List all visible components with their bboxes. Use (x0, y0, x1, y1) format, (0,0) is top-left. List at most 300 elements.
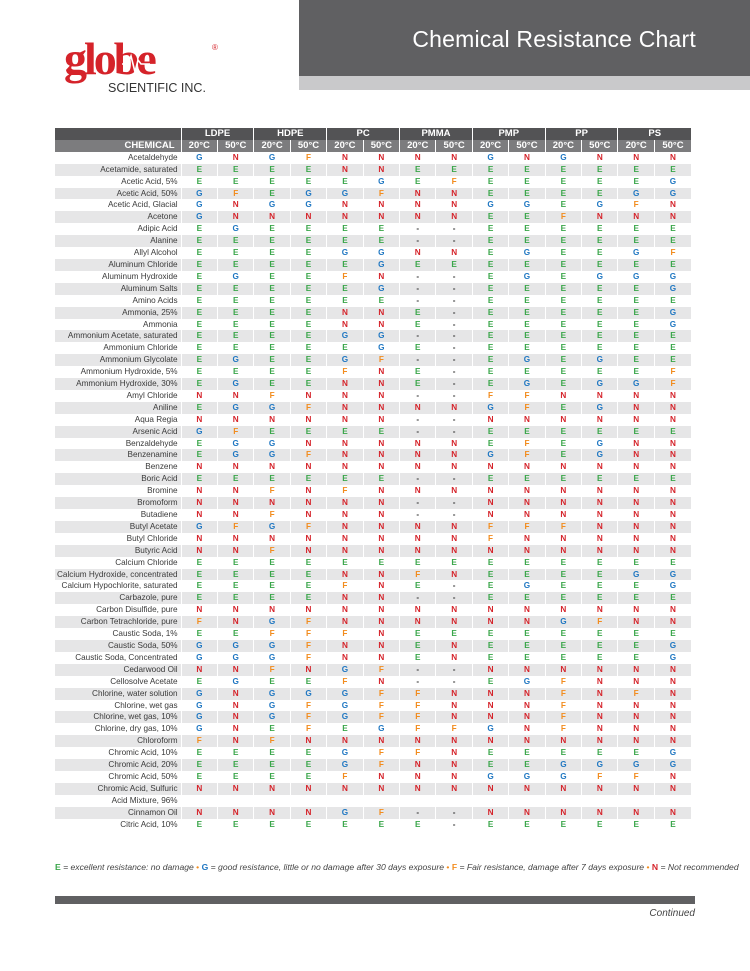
resistance-rating: E (582, 164, 618, 176)
resistance-rating: F (618, 199, 654, 211)
resistance-rating: E (618, 176, 654, 188)
resistance-rating: N (181, 461, 217, 473)
resistance-rating: E (472, 342, 508, 354)
resistance-rating: - (436, 271, 472, 283)
chemical-name: Carbon Tetrachloride, pure (55, 616, 181, 628)
resistance-rating: F (545, 688, 581, 700)
resistance-rating: E (545, 235, 581, 247)
resistance-rating: E (290, 307, 326, 319)
resistance-rating: F (400, 569, 436, 581)
resistance-rating: G (254, 688, 290, 700)
resistance-rating: E (290, 592, 326, 604)
resistance-rating (254, 795, 290, 807)
resistance-rating: N (363, 378, 399, 390)
table-row (55, 795, 691, 807)
table-row (55, 807, 691, 819)
legend-text-excellent: = excellent resistance: no damage (60, 862, 194, 872)
chemical-name: Chlorine, water solution (55, 688, 181, 700)
resistance-rating: G (327, 759, 363, 771)
resistance-rating: N (436, 759, 472, 771)
chemical-name: Acid Mixture, 96% (55, 795, 181, 807)
resistance-rating: N (618, 414, 654, 426)
table-row (55, 188, 691, 200)
resistance-rating: E (400, 164, 436, 176)
resistance-rating: N (327, 319, 363, 331)
resistance-rating: N (472, 461, 508, 473)
resistance-rating: N (327, 307, 363, 319)
resistance-rating: N (363, 152, 399, 164)
resistance-rating: E (400, 319, 436, 331)
registered-mark: ® (212, 43, 218, 52)
resistance-rating: N (363, 616, 399, 628)
resistance-rating: F (327, 366, 363, 378)
resistance-rating: E (181, 473, 217, 485)
resistance-rating: N (181, 533, 217, 545)
table-row (55, 438, 691, 450)
resistance-rating: N (436, 485, 472, 497)
legend-key-excellent: E (55, 862, 61, 872)
resistance-rating: N (181, 545, 217, 557)
resistance-rating: N (582, 604, 618, 616)
resistance-rating: F (327, 676, 363, 688)
resistance-rating: G (654, 307, 691, 319)
resistance-rating: G (363, 176, 399, 188)
resistance-rating: - (436, 497, 472, 509)
resistance-rating: N (181, 509, 217, 521)
resistance-rating: N (218, 545, 254, 557)
resistance-rating: E (509, 557, 545, 569)
resistance-rating: E (218, 164, 254, 176)
table-row (55, 521, 691, 533)
table-row (55, 247, 691, 259)
temperature-header: 20°C (618, 140, 654, 152)
resistance-rating: - (436, 378, 472, 390)
chemical-name: Butyl Acetate (55, 521, 181, 533)
resistance-rating: N (618, 390, 654, 402)
resistance-rating: - (400, 414, 436, 426)
table-row (55, 176, 691, 188)
resistance-rating: N (218, 461, 254, 473)
resistance-rating: G (618, 569, 654, 581)
resistance-rating: N (472, 783, 508, 795)
resistance-rating: N (363, 199, 399, 211)
resistance-rating: E (509, 188, 545, 200)
resistance-rating: N (400, 545, 436, 557)
resistance-rating: N (654, 664, 691, 676)
resistance-rating: E (545, 259, 581, 271)
resistance-rating (509, 795, 545, 807)
resistance-rating: N (327, 569, 363, 581)
resistance-rating: N (400, 735, 436, 747)
chemical-name: Ammonium Acetate, saturated (55, 330, 181, 342)
resistance-rating: E (327, 342, 363, 354)
resistance-rating: E (472, 188, 508, 200)
resistance-rating: E (327, 819, 363, 831)
table-row (55, 640, 691, 652)
resistance-rating: F (290, 152, 326, 164)
resistance-rating: E (509, 569, 545, 581)
chemical-name: Carbazole, pure (55, 592, 181, 604)
resistance-rating: E (218, 580, 254, 592)
resistance-rating: N (545, 414, 581, 426)
material-header-hdpe: HDPE (254, 128, 327, 140)
resistance-rating: - (436, 354, 472, 366)
resistance-rating: N (327, 521, 363, 533)
resistance-rating: - (400, 223, 436, 235)
resistance-rating: N (327, 592, 363, 604)
resistance-rating: N (327, 497, 363, 509)
table-row (55, 533, 691, 545)
legend-key-not-recommended: N (651, 862, 659, 872)
resistance-rating: N (327, 640, 363, 652)
resistance-rating: E (218, 557, 254, 569)
resistance-rating: E (545, 247, 581, 259)
resistance-rating: N (218, 664, 254, 676)
resistance-rating: G (472, 199, 508, 211)
resistance-rating (400, 795, 436, 807)
chemical-name: Citric Acid, 10% (55, 819, 181, 831)
resistance-rating: E (618, 235, 654, 247)
chemical-name: Bromine (55, 485, 181, 497)
resistance-rating: N (327, 509, 363, 521)
table-row (55, 354, 691, 366)
chemical-name: Cinnamon Oil (55, 807, 181, 819)
resistance-rating: N (254, 533, 290, 545)
resistance-rating: N (509, 485, 545, 497)
resistance-rating: N (582, 545, 618, 557)
table-row (55, 390, 691, 402)
resistance-rating: N (545, 545, 581, 557)
material-header-pmma: PMMA (400, 128, 473, 140)
resistance-rating: E (290, 759, 326, 771)
resistance-rating: N (509, 783, 545, 795)
table-row (55, 271, 691, 283)
resistance-rating: N (436, 700, 472, 712)
resistance-rating: N (218, 152, 254, 164)
resistance-rating: E (363, 557, 399, 569)
resistance-rating: E (254, 676, 290, 688)
resistance-rating: E (218, 259, 254, 271)
resistance-rating: N (290, 390, 326, 402)
resistance-rating: E (509, 652, 545, 664)
resistance-rating: E (509, 164, 545, 176)
chemical-name: Calcium Hypochlorite, saturated (55, 580, 181, 592)
resistance-rating: N (290, 211, 326, 223)
resistance-rating: N (436, 688, 472, 700)
resistance-rating: G (363, 330, 399, 342)
temperature-header: 50°C (582, 140, 618, 152)
resistance-rating: N (327, 152, 363, 164)
resistance-rating: N (400, 485, 436, 497)
material-header-ldpe: LDPE (181, 128, 254, 140)
resistance-rating: F (436, 723, 472, 735)
resistance-rating: N (654, 414, 691, 426)
resistance-rating: E (654, 557, 691, 569)
resistance-rating: N (654, 438, 691, 450)
resistance-rating: N (618, 700, 654, 712)
resistance-rating: N (582, 711, 618, 723)
resistance-rating: E (181, 759, 217, 771)
resistance-rating: E (254, 354, 290, 366)
resistance-rating: E (472, 176, 508, 188)
resistance-rating: N (582, 509, 618, 521)
resistance-rating: N (254, 807, 290, 819)
resistance-rating: E (582, 176, 618, 188)
resistance-rating: F (290, 652, 326, 664)
resistance-rating: G (618, 271, 654, 283)
table-row (55, 211, 691, 223)
resistance-rating: E (582, 652, 618, 664)
resistance-rating: F (218, 521, 254, 533)
table-row (55, 319, 691, 331)
resistance-rating: E (654, 330, 691, 342)
resistance-rating: N (218, 616, 254, 628)
resistance-rating: E (654, 354, 691, 366)
resistance-rating: E (582, 342, 618, 354)
resistance-rating: N (654, 402, 691, 414)
resistance-rating: E (363, 223, 399, 235)
chemical-name: Benzenamine (55, 449, 181, 461)
resistance-rating: N (545, 783, 581, 795)
resistance-rating: E (472, 438, 508, 450)
resistance-rating: G (254, 640, 290, 652)
resistance-rating: E (254, 247, 290, 259)
resistance-rating: N (363, 485, 399, 497)
resistance-rating: E (218, 295, 254, 307)
resistance-rating: N (472, 604, 508, 616)
resistance-rating: F (545, 700, 581, 712)
resistance-rating: E (618, 330, 654, 342)
resistance-rating: G (254, 152, 290, 164)
resistance-rating: E (472, 211, 508, 223)
chemical-name: Acetic Acid, 5% (55, 176, 181, 188)
resistance-rating: G (181, 711, 217, 723)
resistance-rating: E (181, 592, 217, 604)
resistance-rating: N (181, 604, 217, 616)
table-row (55, 152, 691, 164)
temperature-header: 50°C (509, 140, 545, 152)
resistance-rating: N (327, 164, 363, 176)
resistance-rating: E (400, 819, 436, 831)
resistance-rating: E (509, 747, 545, 759)
resistance-rating: N (654, 807, 691, 819)
resistance-rating: E (254, 235, 290, 247)
resistance-rating: E (290, 473, 326, 485)
resistance-rating: N (654, 199, 691, 211)
resistance-rating: E (472, 426, 508, 438)
resistance-rating: G (181, 652, 217, 664)
resistance-rating: N (400, 152, 436, 164)
table-row (55, 688, 691, 700)
resistance-rating: E (218, 235, 254, 247)
resistance-rating: E (254, 473, 290, 485)
resistance-rating: - (436, 592, 472, 604)
resistance-rating: E (472, 640, 508, 652)
resistance-rating: N (254, 211, 290, 223)
resistance-rating: G (254, 438, 290, 450)
resistance-rating: E (254, 771, 290, 783)
resistance-rating: G (618, 378, 654, 390)
resistance-rating: N (582, 533, 618, 545)
resistance-rating: N (290, 461, 326, 473)
resistance-rating: E (218, 747, 254, 759)
resistance-rating: N (509, 616, 545, 628)
resistance-rating: E (472, 557, 508, 569)
resistance-rating: N (509, 461, 545, 473)
resistance-rating: G (582, 402, 618, 414)
table-body (55, 152, 691, 831)
resistance-rating: G (472, 449, 508, 461)
resistance-rating: G (254, 711, 290, 723)
resistance-rating: N (582, 521, 618, 533)
resistance-rating: G (654, 759, 691, 771)
resistance-rating: E (254, 319, 290, 331)
resistance-rating: N (181, 807, 217, 819)
resistance-rating: F (290, 723, 326, 735)
resistance-rating: N (618, 521, 654, 533)
temperature-header-row (55, 140, 691, 152)
legend-text-fair: = Fair resistance, damage after 7 days exposure (457, 862, 645, 872)
resistance-rating: E (218, 592, 254, 604)
resistance-rating: E (509, 259, 545, 271)
resistance-rating: N (654, 771, 691, 783)
resistance-rating: N (582, 700, 618, 712)
resistance-rating: - (400, 235, 436, 247)
resistance-rating: N (509, 711, 545, 723)
resistance-rating: E (290, 426, 326, 438)
resistance-rating: N (218, 509, 254, 521)
footer-bar (55, 896, 695, 904)
resistance-rating: N (363, 211, 399, 223)
resistance-rating: E (545, 283, 581, 295)
resistance-rating: E (545, 176, 581, 188)
resistance-rating: E (472, 819, 508, 831)
resistance-rating: E (472, 747, 508, 759)
resistance-rating: N (400, 521, 436, 533)
resistance-rating: E (254, 283, 290, 295)
legend-separator: • (644, 862, 652, 872)
resistance-rating: G (618, 247, 654, 259)
resistance-rating: E (618, 747, 654, 759)
table-row (55, 628, 691, 640)
resistance-rating: F (363, 747, 399, 759)
resistance-rating: E (254, 592, 290, 604)
resistance-rating: - (436, 307, 472, 319)
resistance-rating: N (218, 807, 254, 819)
resistance-rating: E (618, 426, 654, 438)
chemical-name: Chromic Acid, Sulfuric (55, 783, 181, 795)
resistance-rating: F (618, 688, 654, 700)
resistance-rating: G (582, 449, 618, 461)
resistance-rating: F (400, 723, 436, 735)
resistance-rating: E (218, 759, 254, 771)
resistance-rating: - (436, 319, 472, 331)
resistance-rating: N (545, 604, 581, 616)
resistance-rating: G (218, 652, 254, 664)
resistance-rating: N (582, 497, 618, 509)
resistance-rating: E (363, 235, 399, 247)
resistance-rating: - (436, 295, 472, 307)
resistance-rating: - (436, 390, 472, 402)
resistance-rating: N (218, 533, 254, 545)
resistance-rating (582, 795, 618, 807)
resistance-rating: N (254, 783, 290, 795)
chemical-name: Allyl Alcohol (55, 247, 181, 259)
resistance-rating: E (181, 319, 217, 331)
resistance-rating: G (363, 247, 399, 259)
resistance-rating: N (363, 569, 399, 581)
resistance-rating: E (181, 259, 217, 271)
resistance-rating: E (618, 580, 654, 592)
resistance-rating: E (582, 747, 618, 759)
resistance-rating: G (218, 354, 254, 366)
resistance-rating: E (582, 259, 618, 271)
resistance-rating: N (509, 533, 545, 545)
resistance-rating: F (327, 771, 363, 783)
resistance-rating: G (218, 676, 254, 688)
resistance-rating: E (436, 164, 472, 176)
resistance-rating: N (363, 319, 399, 331)
resistance-rating: E (582, 247, 618, 259)
temperature-header: 50°C (363, 140, 399, 152)
table-row (55, 652, 691, 664)
resistance-rating: G (327, 354, 363, 366)
table-row (55, 259, 691, 271)
resistance-rating: N (363, 676, 399, 688)
resistance-rating: E (509, 342, 545, 354)
resistance-rating: E (582, 426, 618, 438)
resistance-rating: - (400, 664, 436, 676)
resistance-rating: E (290, 747, 326, 759)
resistance-rating: N (618, 604, 654, 616)
resistance-rating: N (363, 271, 399, 283)
table-row (55, 485, 691, 497)
resistance-rating: E (509, 176, 545, 188)
resistance-rating: N (363, 497, 399, 509)
chemical-name: Carbon Disulfide, pure (55, 604, 181, 616)
table-row (55, 378, 691, 390)
resistance-rating: G (254, 199, 290, 211)
resistance-rating: E (654, 426, 691, 438)
resistance-rating: E (545, 557, 581, 569)
resistance-rating: E (618, 473, 654, 485)
resistance-rating: E (181, 223, 217, 235)
resistance-rating: E (654, 819, 691, 831)
resistance-rating: N (400, 771, 436, 783)
resistance-rating: E (545, 295, 581, 307)
resistance-rating: E (327, 557, 363, 569)
resistance-rating: E (618, 628, 654, 640)
resistance-rating: N (400, 616, 436, 628)
resistance-rating: N (545, 664, 581, 676)
resistance-rating: N (618, 735, 654, 747)
resistance-rating: G (509, 271, 545, 283)
resistance-rating: F (254, 485, 290, 497)
resistance-rating: N (363, 604, 399, 616)
resistance-rating: G (327, 247, 363, 259)
resistance-rating: G (618, 188, 654, 200)
resistance-rating: F (363, 688, 399, 700)
resistance-rating: N (327, 461, 363, 473)
resistance-rating: N (436, 735, 472, 747)
resistance-rating: N (654, 152, 691, 164)
resistance-rating: N (436, 771, 472, 783)
table-row (55, 771, 691, 783)
resistance-rating: N (363, 580, 399, 592)
resistance-rating: N (618, 723, 654, 735)
resistance-rating: F (509, 521, 545, 533)
resistance-rating: N (654, 723, 691, 735)
